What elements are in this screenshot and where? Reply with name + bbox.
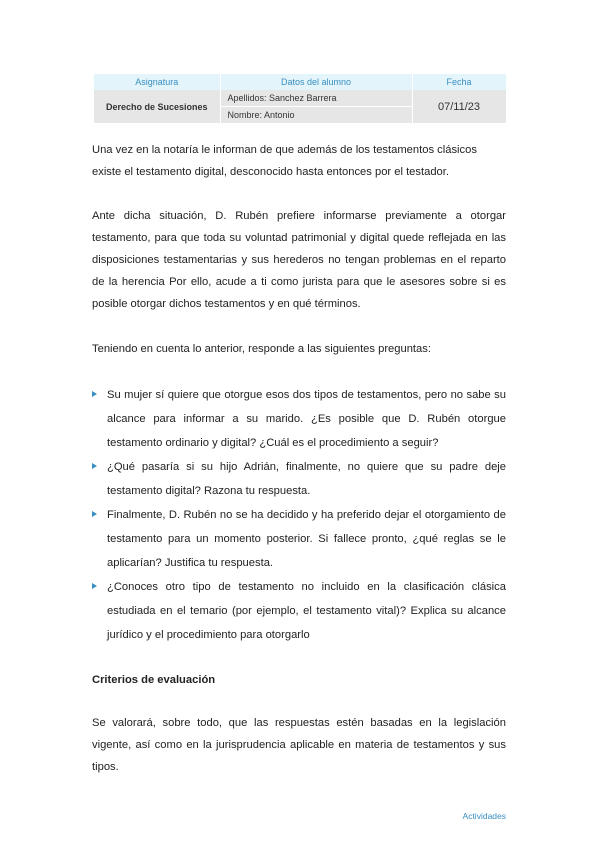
list-item <box>92 455 506 503</box>
question-text: ¿Conoces otro tipo de testamento no incluido en la clasificación clásica estudiada en el temario (por ejemplo, el testamento vital)? Explica su alcance jurídico y el procedimiento para otorgarlo <box>107 581 506 641</box>
evaluation-title: Criterios de evaluación <box>92 674 216 686</box>
header-table <box>94 74 507 123</box>
triangle-bullet-icon <box>92 511 97 517</box>
footer-label: Actividades <box>462 811 506 821</box>
paragraph-instructions: Teniendo en cuenta lo anterior, responde a las siguientes preguntas: <box>92 343 431 355</box>
triangle-bullet-icon <box>92 391 97 397</box>
question-text: ¿Qué pasaría si su hijo Adrián, finalmente, no quiere que su padre deje testamento digital? Razona tu respuesta. <box>107 461 506 497</box>
header-subject-label: Asignatura <box>94 74 220 90</box>
paragraph-intro: Una vez en la notaría le informan de que además de los testamentos clásicos existe el testamento digital, desconocido hasta entonces por el testador. <box>92 144 477 178</box>
date-value: 07/11/23 <box>412 90 506 123</box>
triangle-bullet-icon <box>92 583 97 589</box>
header-student-label: Datos del alumno <box>220 74 412 90</box>
triangle-bullet-icon <box>92 463 97 469</box>
paragraph-situation: Ante dicha situación, D. Rubén prefiere informarse previamente a otorgar testamento, para que toda su voluntad patrimonial y digital quede reflejada en las disposiciones testamentarias y sus herederos no tengan problemas en el reparto de la herencia Por ello, acude a ti como jurista para que le asesores sobre si es posible otorgar dichos testamentos y en qué términos. <box>92 210 506 310</box>
questions-list <box>92 383 506 647</box>
evaluation-text: Se valorará, sobre todo, que las respuestas estén basadas en la legislación vigente, así como en la jurisprudencia aplicable en materia de testamentos y sus tipos. <box>92 717 506 773</box>
question-text: Finalmente, D. Rubén no se ha decidido y ha preferido dejar el otorgamiento de testamento para un momento posterior. Si fallece pronto, ¿qué reglas se le aplicarían? Justifica tu respuesta. <box>107 509 506 569</box>
subject-value: Derecho de Sucesiones <box>94 90 220 123</box>
name-value: Nombre: Antonio <box>220 107 412 124</box>
header-date-label: Fecha <box>412 74 506 90</box>
list-item <box>92 383 506 455</box>
question-text: Su mujer sí quiere que otorgue esos dos tipos de testamentos, pero no sabe su alcance para informar a su marido. ¿Es posible que D. Rubén otorgue testamento ordinario y digital? ¿Cuál es el procedimiento a seguir? <box>107 389 506 449</box>
surnames-value: Apellidos: Sanchez Barrera <box>220 90 412 107</box>
list-item <box>92 575 506 647</box>
list-item <box>92 503 506 575</box>
